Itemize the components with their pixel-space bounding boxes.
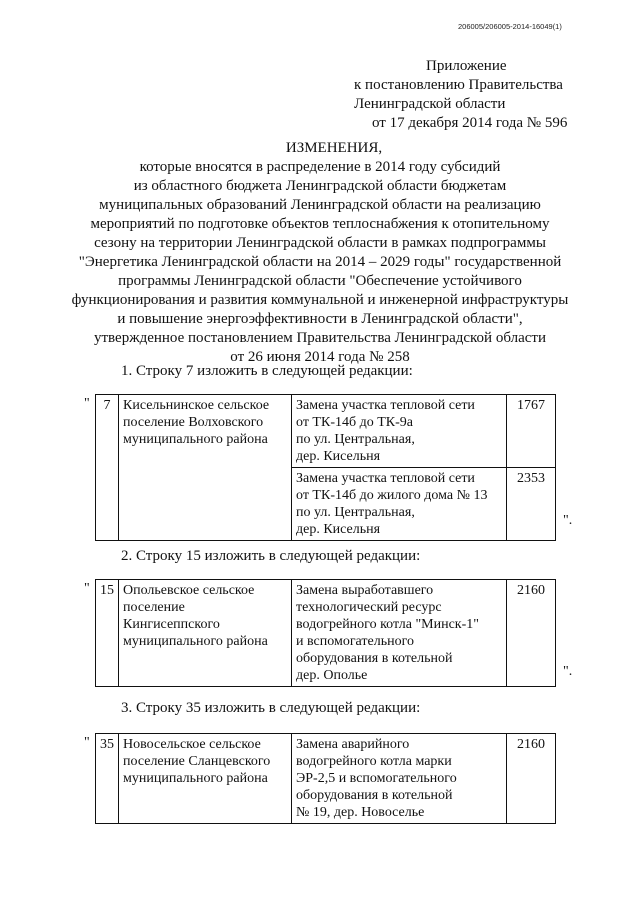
close-quote: ". [563, 664, 573, 679]
appendix-line: от 17 декабря 2014 года № 596 [372, 115, 568, 131]
row-number: 35 [96, 734, 119, 824]
work-cell: Замена участка тепловой сети от ТК-14б до жилого дома № 13 по ул. Центральная, дер. Кисельня [292, 468, 507, 541]
table-row [96, 395, 556, 468]
open-quote: " [84, 396, 90, 411]
appendix-line: Приложение [426, 58, 507, 74]
work-cell: Замена выработавшего технологический ресурс водогрейного котла "Минск-1" и вспомогательного оборудования в котельной дер. Ополье [292, 580, 507, 687]
title-line: из областного бюджета Ленинградской области бюджетам [133, 178, 507, 194]
amendment-table [95, 394, 556, 541]
row-number: 15 [96, 580, 119, 687]
document-code: 206005/206005-2014-16049(1) [458, 22, 562, 31]
title-line: сезону на территории Ленинградской области в рамках подпрограммы [94, 235, 546, 251]
section-instruction: 3. Строку 35 изложить в следующей редакции: [121, 700, 421, 716]
title-line: и повышение энергоэффективности в Ленинградской области", [117, 311, 523, 327]
title-line: от 26 июня 2014 года № 258 [230, 349, 410, 365]
amendment-table [95, 733, 556, 824]
appendix-block [354, 57, 567, 133]
amendment-table [95, 579, 556, 687]
section-instruction: 2. Строку 15 изложить в следующей редакции: [121, 548, 421, 564]
title-line: программы Ленинградской области "Обеспечение устойчивого [118, 273, 522, 289]
title-line: муниципальных образований Ленинградской области на реализацию [99, 197, 541, 213]
appendix-line: к постановлению Правительства [354, 77, 563, 93]
title-line: функционирования и развития коммунальной и инженерной инфраструктуры [71, 292, 569, 308]
title-line: мероприятий по подготовке объектов теплоснабжения к отопительному [90, 216, 550, 232]
table-row [96, 734, 556, 824]
title-heading: ИЗМЕНЕНИЯ, [285, 140, 383, 156]
row-number: 7 [96, 395, 119, 541]
municipality-cell: Кисельнинское сельское поселение Волховского муниципального района [119, 395, 292, 541]
work-cell: Замена участка тепловой сети от ТК-14б до ТК-9а по ул. Центральная, дер. Кисельня [292, 395, 507, 468]
municipality-cell: Опольевское сельское поселение Кингисеппского муниципального района [119, 580, 292, 687]
open-quote: " [84, 581, 90, 596]
title-line: утвержденное постановлением Правительства Ленинградской области [94, 330, 546, 346]
work-cell: Замена аварийного водогрейного котла марки ЭР-2,5 и вспомогательного оборудования в котельной № 19, дер. Новоселье [292, 734, 507, 824]
appendix-line: Ленинградской области [354, 96, 506, 112]
sum-cell: 2353 [507, 468, 556, 541]
sum-cell: 2160 [507, 734, 556, 824]
table-row [96, 580, 556, 687]
sum-cell: 1767 [507, 395, 556, 468]
close-quote: ". [563, 513, 573, 528]
document-title [0, 139, 640, 367]
title-line: которые вносятся в распределение в 2014 году субсидий [139, 159, 501, 175]
section-instruction: 1. Строку 7 изложить в следующей редакции: [121, 363, 413, 379]
sum-cell: 2160 [507, 580, 556, 687]
open-quote: " [84, 735, 90, 750]
municipality-cell: Новосельское сельское поселение Сланцевского муниципального района [119, 734, 292, 824]
title-line: "Энергетика Ленинградской области на 2014 – 2029 годы" государственной [78, 254, 562, 270]
